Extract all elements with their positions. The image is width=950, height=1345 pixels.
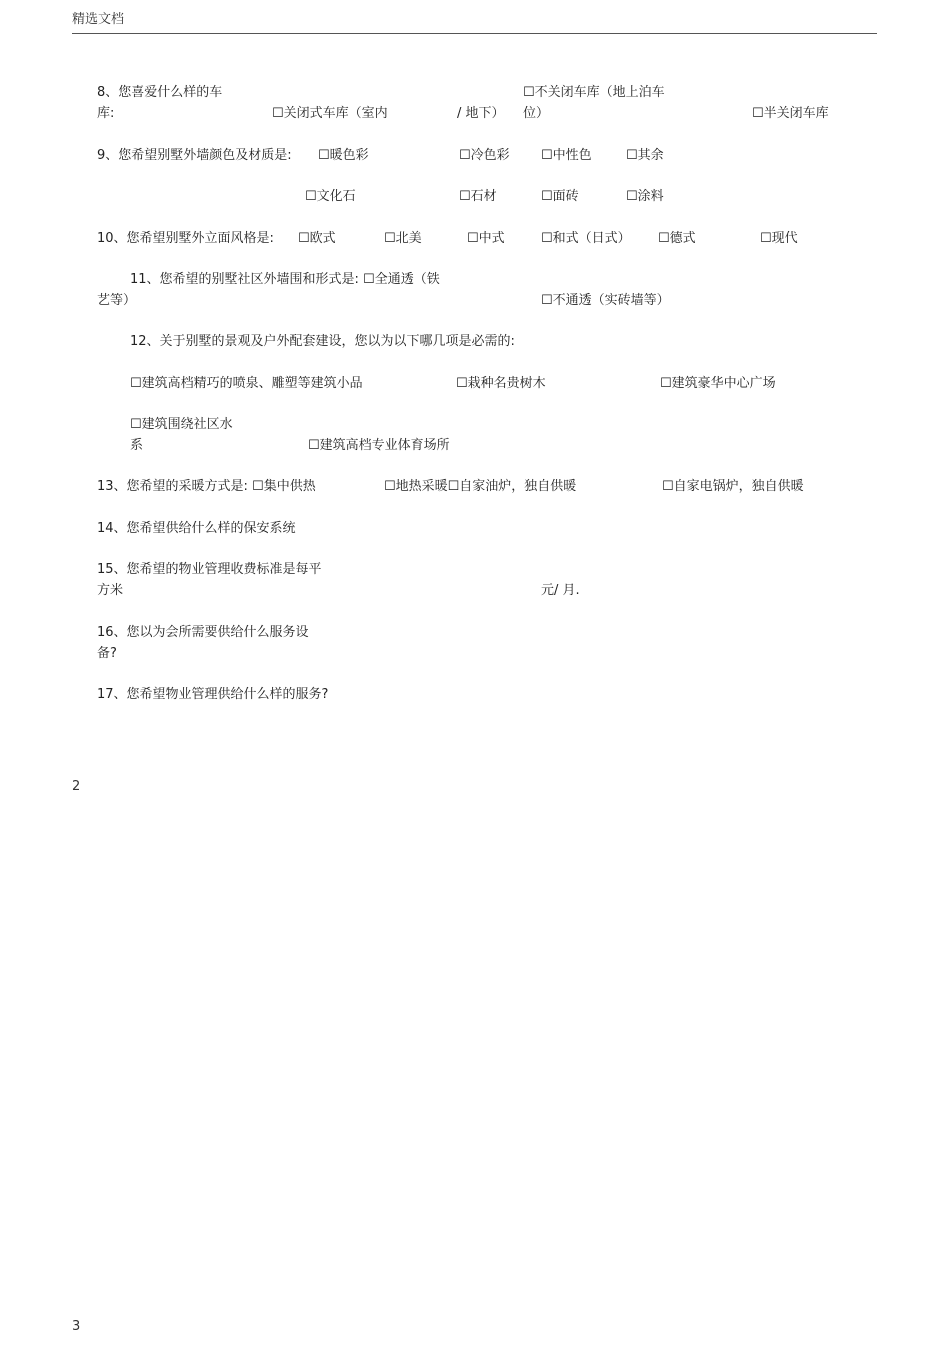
q10-option-chinese[interactable]: ☐中式 [467, 231, 505, 246]
q12-option-water-system[interactable]: ☐建筑围绕社区水 [130, 417, 233, 432]
q8-option-open[interactable]: ☐不关闭车库（地上泊车 [523, 85, 665, 100]
q8-label-cont: 库: [97, 106, 115, 121]
q10-option-german[interactable]: ☐德式 [658, 231, 696, 246]
q12-option-sports[interactable]: ☐建筑高档专业体育场所 [308, 438, 450, 453]
q10-option-modern[interactable]: ☐现代 [760, 231, 798, 246]
q15-label: 15、您希望的物业管理收费标准是每平 [97, 562, 322, 577]
document-header: 精选文档 [72, 12, 125, 27]
q9-option-neutral[interactable]: ☐中性色 [541, 148, 592, 163]
q9-option-stone[interactable]: ☐石材 [459, 189, 497, 204]
q16-label: 16、您以为会所需要供给什么服务设 [97, 625, 309, 640]
q10-option-north-american[interactable]: ☐北美 [384, 231, 422, 246]
q13-label[interactable]: 13、您希望的采暖方式是: ☐集中供热 [97, 479, 316, 494]
q8-option-semi[interactable]: ☐半关闭车库 [752, 106, 829, 121]
q8-option-open-tail: 位） [523, 106, 550, 121]
q16-label-cont: 备? [97, 646, 117, 661]
q9-label: 9、您希望别墅外墙颜色及材质是: [97, 148, 292, 163]
q10-option-european[interactable]: ☐欧式 [298, 231, 336, 246]
q13-option-electric[interactable]: ☐自家电锅炉，独自供暖 [662, 479, 804, 494]
q8-label: 8、您喜爱什么样的车 [97, 85, 223, 100]
q17-label: 17、您希望物业管理供给什么样的服务? [97, 687, 329, 702]
q11-label-cont: 艺等） [97, 293, 137, 308]
q9-option-other[interactable]: ☐其余 [626, 148, 664, 163]
q12-option-plaza[interactable]: ☐建筑豪华中心广场 [660, 376, 776, 391]
q14-label: 14、您希望供给什么样的保安系统 [97, 521, 296, 536]
q12-option-water-system-cont: 系 [130, 438, 144, 453]
q9-option-cultured-stone[interactable]: ☐文化石 [305, 189, 356, 204]
q13-option-floor-oil[interactable]: ☐地热采暖☐自家油炉，独自供暖 [384, 479, 577, 494]
page-number: 3 [72, 1319, 81, 1334]
q12-label: 12、关于别墅的景观及户外配套建设，您以为以下哪几项是必需的: [130, 334, 515, 349]
q8-option-closed[interactable]: ☐关闭式车库（室内 [272, 106, 388, 121]
header-rule [72, 33, 877, 34]
q9-option-paint[interactable]: ☐涂料 [626, 189, 664, 204]
q9-option-warm[interactable]: ☐暖色彩 [318, 148, 369, 163]
q9-option-cool[interactable]: ☐冷色彩 [459, 148, 510, 163]
q15-unit: 元/ 月. [541, 583, 580, 598]
q11-label[interactable]: 11、您希望的别墅社区外墙围和形式是: ☐全通透（铁 [130, 272, 440, 287]
q12-option-trees[interactable]: ☐栽种名贵树木 [456, 376, 546, 391]
q12-option-fountains[interactable]: ☐建筑高档精巧的喷泉、雕塑等建筑小品 [130, 376, 363, 391]
q9-option-tile[interactable]: ☐面砖 [541, 189, 579, 204]
q10-option-japanese[interactable]: ☐和式（日式） [541, 231, 631, 246]
q11-option-solid[interactable]: ☐不通透（实砖墙等） [541, 293, 670, 308]
page-number: 2 [72, 779, 81, 794]
q8-option-closed-tail: / 地下） [457, 106, 505, 121]
q15-label-cont: 方米 [97, 583, 124, 598]
q10-label: 10、您希望别墅外立面风格是: [97, 231, 274, 246]
